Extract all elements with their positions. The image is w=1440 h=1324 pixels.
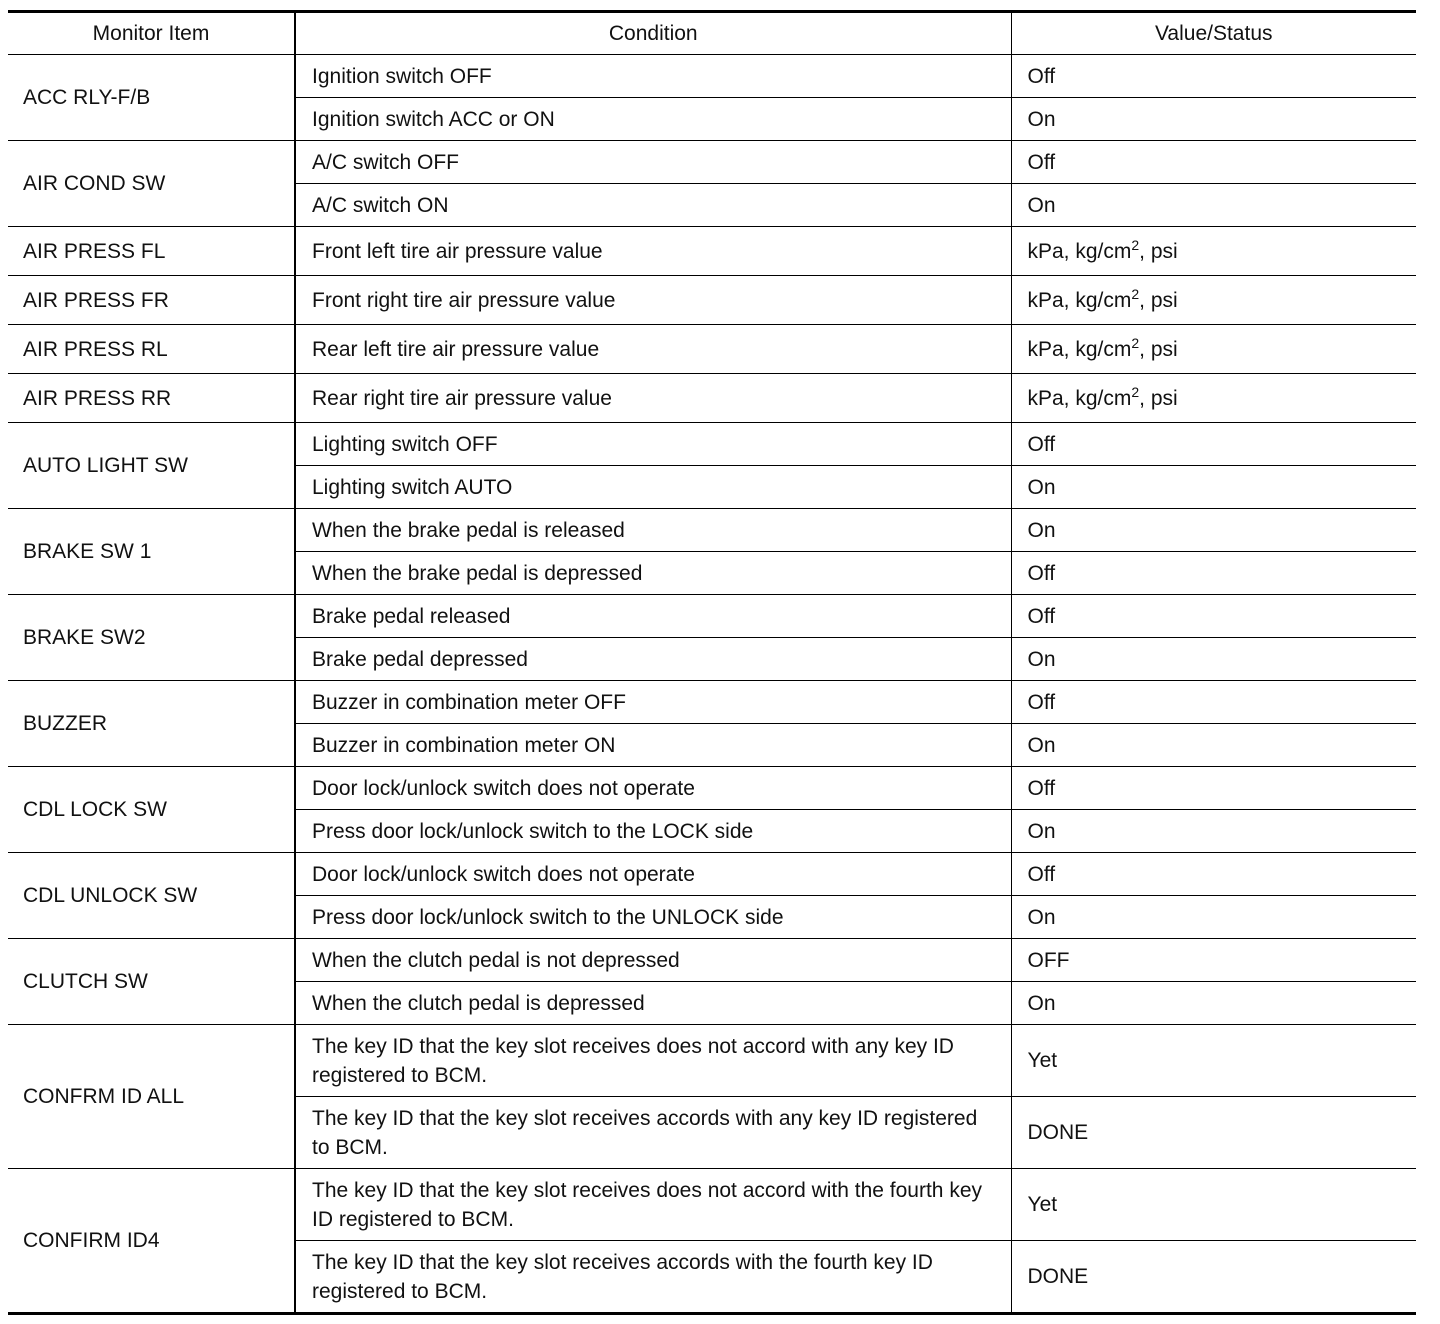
condition-cell: The key ID that the key slot receives accords with any key ID registered to BCM. <box>295 1097 1011 1169</box>
table-row <box>8 853 1416 896</box>
monitor-item-cell: BUZZER <box>8 681 295 767</box>
condition-cell: Rear left tire air pressure value <box>295 325 1011 374</box>
condition-cell: A/C switch OFF <box>295 141 1011 184</box>
monitor-item-cell: BRAKE SW2 <box>8 595 295 681</box>
value-cell: On <box>1011 810 1416 853</box>
table-row <box>8 1169 1416 1241</box>
value-cell: On <box>1011 184 1416 227</box>
monitor-item-cell: CONFIRM ID4 <box>8 1169 295 1314</box>
value-cell: Off <box>1011 423 1416 466</box>
value-cell: On <box>1011 509 1416 552</box>
value-cell: OFF <box>1011 939 1416 982</box>
monitor-table <box>8 10 1416 1315</box>
condition-cell: When the brake pedal is released <box>295 509 1011 552</box>
header-condition: Condition <box>295 12 1011 55</box>
value-unit-text: kPa, kg/cm <box>1027 239 1132 263</box>
value-cell <box>1011 374 1416 423</box>
condition-cell: Lighting switch OFF <box>295 423 1011 466</box>
header-value-status: Value/Status <box>1011 12 1416 55</box>
condition-cell: Press door lock/unlock switch to the UNLOCK side <box>295 896 1011 939</box>
condition-cell: When the clutch pedal is not depressed <box>295 939 1011 982</box>
monitor-item-cell: CONFRM ID ALL <box>8 1025 295 1169</box>
monitor-item-cell: AIR PRESS FL <box>8 227 295 276</box>
value-cell: Yet <box>1011 1025 1416 1097</box>
monitor-item-cell: AIR PRESS RR <box>8 374 295 423</box>
monitor-item-cell: ACC RLY-F/B <box>8 55 295 141</box>
table-row <box>8 767 1416 810</box>
value-superscript: 2 <box>1131 285 1140 302</box>
condition-cell: Ignition switch OFF <box>295 55 1011 98</box>
table-row <box>8 374 1416 423</box>
condition-cell: The key ID that the key slot receives accords with the fourth key ID registered to BCM. <box>295 1241 1011 1314</box>
value-cell: On <box>1011 638 1416 681</box>
condition-cell: When the brake pedal is depressed <box>295 552 1011 595</box>
monitor-item-cell: AIR PRESS RL <box>8 325 295 374</box>
condition-cell: Buzzer in combination meter ON <box>295 724 1011 767</box>
table-row <box>8 1025 1416 1097</box>
value-cell: Off <box>1011 595 1416 638</box>
condition-cell: Brake pedal depressed <box>295 638 1011 681</box>
condition-cell: Rear right tire air pressure value <box>295 374 1011 423</box>
value-unit-text: kPa, kg/cm <box>1027 288 1132 312</box>
value-cell: On <box>1011 466 1416 509</box>
value-cell: Yet <box>1011 1169 1416 1241</box>
table-row <box>8 325 1416 374</box>
value-superscript: 2 <box>1131 236 1140 253</box>
table-row <box>8 509 1416 552</box>
table-row <box>8 55 1416 98</box>
table-row <box>8 939 1416 982</box>
monitor-item-cell: CDL LOCK SW <box>8 767 295 853</box>
monitor-item-cell: CDL UNLOCK SW <box>8 853 295 939</box>
value-superscript: 2 <box>1131 334 1140 351</box>
table-row <box>8 423 1416 466</box>
value-superscript: 2 <box>1131 383 1140 400</box>
value-cell: On <box>1011 724 1416 767</box>
value-cell: DONE <box>1011 1241 1416 1314</box>
condition-cell: Ignition switch ACC or ON <box>295 98 1011 141</box>
condition-cell: Lighting switch AUTO <box>295 466 1011 509</box>
condition-cell: Buzzer in combination meter OFF <box>295 681 1011 724</box>
table-row <box>8 681 1416 724</box>
value-cell: On <box>1011 896 1416 939</box>
value-cell: Off <box>1011 55 1416 98</box>
value-cell <box>1011 325 1416 374</box>
value-cell: Off <box>1011 141 1416 184</box>
header-monitor-item: Monitor Item <box>8 12 295 55</box>
condition-cell: Door lock/unlock switch does not operate <box>295 853 1011 896</box>
value-cell <box>1011 227 1416 276</box>
value-cell: DONE <box>1011 1097 1416 1169</box>
monitor-item-cell: AUTO LIGHT SW <box>8 423 295 509</box>
condition-cell: Door lock/unlock switch does not operate <box>295 767 1011 810</box>
condition-cell: Front right tire air pressure value <box>295 276 1011 325</box>
condition-cell: Press door lock/unlock switch to the LOCK side <box>295 810 1011 853</box>
value-unit-suffix: , psi <box>1139 337 1178 361</box>
monitor-item-cell: AIR PRESS FR <box>8 276 295 325</box>
header-row <box>8 12 1416 55</box>
condition-cell: Brake pedal released <box>295 595 1011 638</box>
condition-cell: The key ID that the key slot receives does not accord with the fourth key ID registered to BCM. <box>295 1169 1011 1241</box>
monitor-item-cell: CLUTCH SW <box>8 939 295 1025</box>
monitor-item-cell: BRAKE SW 1 <box>8 509 295 595</box>
value-cell <box>1011 276 1416 325</box>
value-cell: Off <box>1011 681 1416 724</box>
table-row <box>8 276 1416 325</box>
value-unit-suffix: , psi <box>1139 288 1178 312</box>
value-cell: Off <box>1011 853 1416 896</box>
table-row <box>8 595 1416 638</box>
condition-cell: Front left tire air pressure value <box>295 227 1011 276</box>
condition-cell: The key ID that the key slot receives does not accord with any key ID registered to BCM. <box>295 1025 1011 1097</box>
monitor-item-cell: AIR COND SW <box>8 141 295 227</box>
value-unit-suffix: , psi <box>1139 386 1178 410</box>
table-row <box>8 227 1416 276</box>
value-unit-text: kPa, kg/cm <box>1027 337 1132 361</box>
condition-cell: When the clutch pedal is depressed <box>295 982 1011 1025</box>
value-cell: Off <box>1011 767 1416 810</box>
value-cell: Off <box>1011 552 1416 595</box>
value-cell: On <box>1011 982 1416 1025</box>
value-cell: On <box>1011 98 1416 141</box>
value-unit-text: kPa, kg/cm <box>1027 386 1132 410</box>
condition-cell: A/C switch ON <box>295 184 1011 227</box>
value-unit-suffix: , psi <box>1139 239 1178 263</box>
table-row <box>8 141 1416 184</box>
